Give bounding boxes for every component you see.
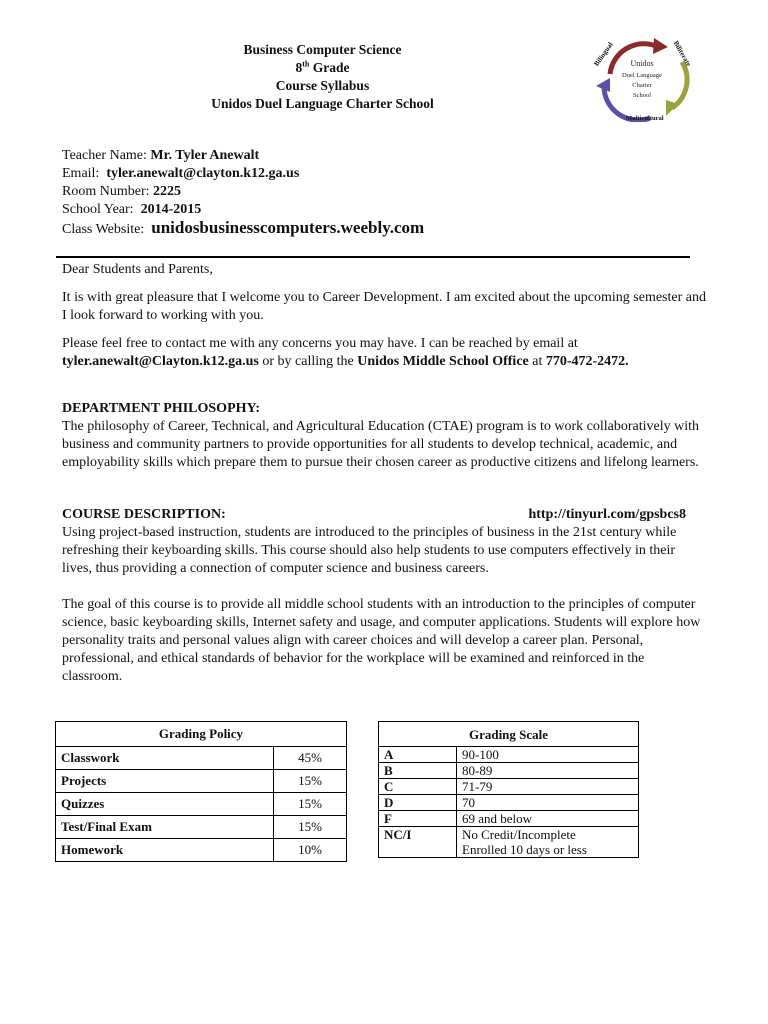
contact-office: Unidos Middle School Office	[357, 354, 529, 369]
scale-range: 69 and below	[457, 811, 639, 827]
logo-word-3: Multicultural	[626, 115, 664, 122]
scale-grade: D	[379, 795, 457, 811]
table-row	[56, 839, 347, 862]
contact-phone: 770-472-2472.	[545, 354, 629, 369]
email-label: Email:	[62, 166, 100, 181]
contact-email-link[interactable]: tyler.anewalt@Clayton.k12.ga.us	[62, 354, 259, 369]
document-type: Course Syllabus	[275, 78, 370, 93]
grading-policy-title: Grading Policy	[56, 722, 347, 747]
scale-grade: B	[379, 763, 457, 779]
document-header	[160, 41, 485, 113]
philosophy-heading: DEPARTMENT PHILOSOPHY:	[62, 401, 260, 416]
school-name: Unidos Duel Language Charter School	[211, 96, 434, 111]
year-label: School Year:	[62, 202, 134, 217]
policy-label: Homework	[56, 839, 274, 862]
greeting: Dear Students and Parents,	[62, 262, 213, 277]
website-row	[62, 219, 424, 239]
class-website-link[interactable]: unidosbusinesscomputers.weebly.com	[151, 218, 425, 237]
philosophy-text: The philosophy of Career, Technical, and Agricultural Education (CTAE) program is to work collaboratively with business and community partners to provide opportunities for all students to develop technical, academic, and employability skills which prepare them to pursue their chosen career as productive citizens and lifelong learners.	[62, 419, 700, 470]
grade-line	[160, 59, 485, 77]
logo-word-2: Biliterate	[671, 39, 693, 68]
scale-range	[457, 827, 639, 858]
course-heading: COURSE DESCRIPTION:	[62, 507, 226, 522]
policy-value: 45%	[274, 747, 347, 770]
contact-paragraph	[62, 335, 706, 371]
table-row	[56, 747, 347, 770]
scale-range: 70	[457, 795, 639, 811]
course-description-section	[62, 506, 706, 578]
scale-range: 90-100	[457, 747, 639, 763]
website-label: Class Website:	[62, 222, 145, 237]
teacher-name: Mr. Tyler Anewalt	[150, 148, 260, 163]
grading-scale-title: Grading Scale	[379, 722, 639, 747]
year-row	[62, 201, 424, 219]
scale-grade: F	[379, 811, 457, 827]
policy-label: Projects	[56, 770, 274, 793]
logo-center-3: Charter	[632, 82, 652, 89]
teacher-email[interactable]: tyler.anewalt@clayton.k12.ga.us	[106, 166, 300, 181]
logo-center-4: School	[632, 92, 652, 99]
philosophy-section	[62, 400, 706, 472]
policy-value: 15%	[274, 770, 347, 793]
grade-number: 8	[295, 60, 303, 75]
teacher-info	[62, 147, 424, 239]
scale-grade: C	[379, 779, 457, 795]
policy-label: Classwork	[56, 747, 274, 770]
logo-center-1: Unidos	[630, 59, 654, 68]
grading-scale-table	[378, 721, 639, 858]
table-row	[379, 747, 639, 763]
table-row	[379, 811, 639, 827]
room-row	[62, 183, 424, 201]
logo-center-2: Duel Language	[622, 72, 662, 79]
room-number: 2225	[153, 184, 181, 199]
grade-word: Grade	[312, 60, 350, 75]
email-row	[62, 165, 424, 183]
scale-range-line-2: Enrolled 10 days or less	[462, 842, 587, 857]
policy-label: Quizzes	[56, 793, 274, 816]
course-title: Business Computer Science	[243, 42, 402, 57]
scale-grade: NC/I	[379, 827, 457, 858]
table-row	[56, 816, 347, 839]
scale-grade: A	[379, 747, 457, 763]
room-label: Room Number:	[62, 184, 150, 199]
policy-value: 15%	[274, 816, 347, 839]
table-row	[379, 763, 639, 779]
policy-value: 10%	[274, 839, 347, 862]
table-row	[379, 795, 639, 811]
contact-intro: Please feel free to contact me with any concerns you may have. I can be reached by email at	[62, 336, 578, 351]
teacher-name-row	[62, 147, 424, 165]
table-row	[379, 779, 639, 795]
teacher-name-label: Teacher Name:	[62, 148, 147, 163]
contact-mid: or by calling the	[262, 354, 354, 369]
table-row	[56, 793, 347, 816]
school-year: 2014-2015	[140, 202, 202, 217]
scale-range: 71-79	[457, 779, 639, 795]
logo-word-1: Bilingual	[592, 40, 615, 68]
policy-label: Test/Final Exam	[56, 816, 274, 839]
welcome-paragraph: It is with great pleasure that I welcome you to Career Development. I am excited about the upcoming semester and I look forward to working with you.	[62, 290, 706, 323]
scale-range-line-1: No Credit/Incomplete	[462, 827, 576, 842]
header-divider	[56, 256, 690, 258]
scale-range: 80-89	[457, 763, 639, 779]
course-url-link[interactable]: http://tinyurl.com/gpsbcs8	[528, 507, 686, 522]
course-text-1: Using project-based instruction, students are introduced to the principles of business in the 21st century while refreshing their keyboarding skills. This course should also help students to use computers effectively in their lives, thus providing a connection of computer science and business careers.	[62, 525, 677, 576]
grade-suffix: th	[302, 59, 310, 69]
policy-value: 15%	[274, 793, 347, 816]
grading-policy-table	[55, 721, 347, 862]
course-goal-paragraph: The goal of this course is to provide all middle school students with an introduction to the principles of computer science, basic keyboarding skills, Internet safety and usage, and computer applications. Students will explore how personality traits and personal values align with career choices and will develop a career plan. Personal, professional, and ethical standards of behavior for the workplace will be examined and reinforced in the classroom.	[62, 597, 701, 684]
school-logo	[590, 34, 694, 122]
table-row	[379, 827, 639, 858]
contact-at: at	[532, 354, 543, 369]
table-row	[56, 770, 347, 793]
